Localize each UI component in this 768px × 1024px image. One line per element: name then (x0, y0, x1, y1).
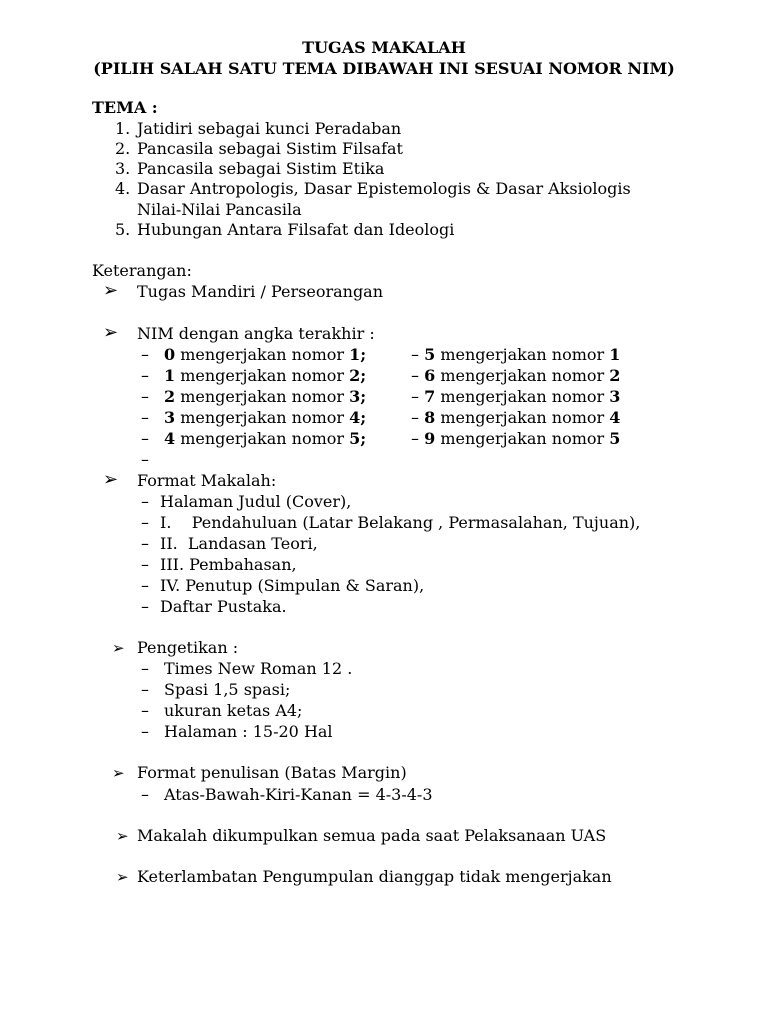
tema-item-text: Dasar Antropologis, Dasar Epistemologis & Dasar Aksiologis (137, 179, 631, 198)
tema-item-text-continued: Nilai-Nilai Pancasila (137, 200, 302, 219)
nim-text: mengerjakan nomor (440, 345, 605, 364)
nim-text: mengerjakan nomor (440, 429, 605, 448)
pengetikan-item: Halaman : 15-20 Hal (164, 722, 333, 741)
nim-target: 2 (609, 366, 621, 385)
nim-row-left (164, 366, 366, 386)
tema-item-number: 5. (115, 220, 131, 239)
dash-bullet-icon: – (411, 366, 419, 385)
nim-digit: 9 (424, 429, 436, 448)
nim-digit: 5 (424, 345, 436, 364)
arrow-bullet-icon: ➢ (112, 639, 125, 657)
kumpul-text: Makalah dikumpulkan semua pada saat Pelaksanaan UAS (137, 826, 607, 845)
nim-target: 5 (609, 429, 621, 448)
nim-row-right (411, 387, 620, 407)
dash-bullet-icon: – (141, 345, 149, 364)
tema-item-text: Pancasila sebagai Sistim Filsafat (137, 139, 403, 158)
nim-text: mengerjakan nomor (180, 408, 345, 427)
arrow-bullet-icon: ➢ (103, 469, 119, 490)
dash-bullet-icon: – (411, 345, 419, 364)
nim-text: mengerjakan nomor (180, 387, 345, 406)
format-item: IV. Penutup (Simpulan & Saran), (160, 576, 425, 595)
dash-bullet-icon: – (141, 534, 149, 553)
nim-digit: 6 (424, 366, 436, 385)
format-item: Halaman Judul (Cover), (160, 492, 352, 511)
pengetikan-item: Spasi 1,5 spasi; (164, 680, 291, 699)
nim-digit: 2 (164, 387, 176, 406)
dash-bullet-icon: – (411, 408, 419, 427)
dash-bullet-icon: – (141, 785, 149, 804)
nim-row-left (164, 387, 366, 407)
nim-target: 3 (609, 387, 621, 406)
tema-heading: TEMA : (92, 98, 158, 117)
dash-bullet-icon: – (141, 366, 149, 385)
tema-item-number: 3. (115, 159, 131, 178)
dash-bullet-icon: – (141, 429, 149, 448)
document-subtitle: (PILIH SALAH SATU TEMA DIBAWAH INI SESUAI NOMOR NIM) (93, 59, 675, 78)
dash-bullet-icon: – (141, 408, 149, 427)
dash-bullet-icon: – (141, 659, 149, 678)
nim-digit: 4 (164, 429, 176, 448)
nim-target: 5; (349, 429, 367, 448)
arrow-bullet-icon: ➢ (103, 280, 119, 301)
dash-bullet-icon: – (141, 576, 149, 595)
nim-target: 2; (349, 366, 367, 385)
nim-target: 3; (349, 387, 367, 406)
tugas-mandiri-text: Tugas Mandiri / Perseorangan (137, 282, 384, 301)
arrow-bullet-icon: ➢ (112, 764, 125, 782)
nim-text: mengerjakan nomor (180, 345, 345, 364)
nim-row-right (411, 366, 620, 386)
nim-row-left (164, 345, 366, 365)
tema-item-text: Jatidiri sebagai kunci Peradaban (137, 119, 402, 138)
tema-item-text: Hubungan Antara Filsafat dan Ideologi (137, 220, 455, 239)
dash-bullet-icon: – (141, 492, 149, 511)
dash-bullet-icon: – (411, 387, 419, 406)
nim-digit: 0 (164, 345, 176, 364)
dash-bullet-icon: – (411, 429, 419, 448)
pengetikan-item: Times New Roman 12 . (164, 659, 353, 678)
tema-item-number: 4. (115, 179, 131, 198)
arrow-bullet-icon: ➢ (116, 868, 129, 886)
format-item: I. Pendahuluan (Latar Belakang , Permasalahan, Tujuan), (160, 513, 641, 532)
dash-bullet-icon: – (141, 555, 149, 574)
nim-text: mengerjakan nomor (180, 366, 345, 385)
dash-bullet-icon: – (141, 680, 149, 699)
dash-bullet-icon: – (141, 597, 149, 616)
tema-item-number: 1. (115, 119, 131, 138)
terlambat-text: Keterlambatan Pengumpulan dianggap tidak mengerjakan (137, 867, 612, 886)
arrow-bullet-icon: ➢ (103, 322, 119, 343)
pengetikan-item: ukuran ketas A4; (164, 701, 303, 720)
format-item: II. Landasan Teori, (160, 534, 318, 553)
nim-digit: 1 (164, 366, 176, 385)
margin-item: Atas-Bawah-Kiri-Kanan = 4-3-4-3 (164, 785, 433, 804)
nim-digit: 8 (424, 408, 436, 427)
nim-target: 4; (349, 408, 367, 427)
tema-item-number: 2. (115, 139, 131, 158)
nim-target: 4 (609, 408, 621, 427)
document-title: TUGAS MAKALAH (302, 38, 466, 57)
nim-target: 1 (609, 345, 621, 364)
dash-bullet-icon: – (141, 701, 149, 720)
nim-digit: 3 (164, 408, 176, 427)
nim-row-right (411, 408, 620, 428)
keterangan-heading: Keterangan: (92, 261, 192, 280)
margin-heading: Format penulisan (Batas Margin) (137, 763, 407, 782)
nim-heading: NIM dengan angka terakhir : (137, 324, 375, 343)
dash-bullet-icon: – (141, 387, 149, 406)
nim-row-left (164, 408, 366, 428)
nim-text: mengerjakan nomor (180, 429, 345, 448)
nim-row-right (411, 429, 620, 449)
nim-text: mengerjakan nomor (440, 366, 605, 385)
dash-bullet-icon: – (141, 722, 149, 741)
nim-text: mengerjakan nomor (440, 408, 605, 427)
nim-target: 1; (349, 345, 367, 364)
pengetikan-heading: Pengetikan : (137, 638, 239, 657)
dash-bullet-icon: – (141, 513, 149, 532)
format-heading: Format Makalah: (137, 471, 277, 490)
format-item: Daftar Pustaka. (160, 597, 287, 616)
dash-bullet-icon: – (141, 450, 149, 469)
tema-item-text: Pancasila sebagai Sistim Etika (137, 159, 385, 178)
nim-row-left (164, 429, 366, 449)
nim-digit: 7 (424, 387, 436, 406)
arrow-bullet-icon: ➢ (116, 827, 129, 845)
nim-text: mengerjakan nomor (440, 387, 605, 406)
nim-row-right (411, 345, 620, 365)
format-item: III. Pembahasan, (160, 555, 297, 574)
